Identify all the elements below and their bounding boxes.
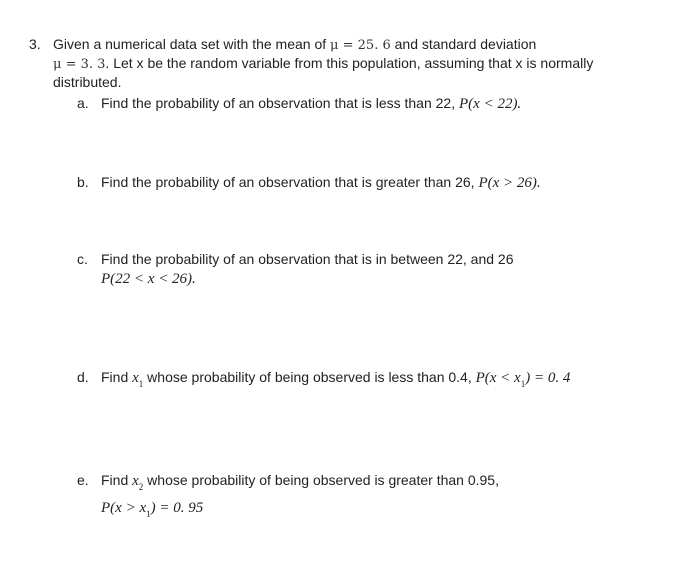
- part-a-marker: a.: [77, 95, 89, 111]
- part-formula: ) = 0. 4: [525, 370, 571, 386]
- part-text: Find the probability of an observation that is less than 22,: [101, 95, 459, 111]
- part-d: [101, 368, 570, 393]
- subscript: 2: [138, 482, 144, 492]
- part-c-marker: c.: [77, 251, 88, 267]
- part-formula: P(x > 26).: [478, 175, 541, 191]
- variable: x: [132, 473, 139, 489]
- part-c-formula: P(22 < x < 26).: [101, 271, 196, 287]
- sd-formula: μ = 3. 3: [53, 57, 106, 72]
- part-formula: P(x < x: [475, 370, 521, 386]
- variable: x: [132, 370, 139, 386]
- intro-text: Given a numerical data set with the mean of: [53, 36, 331, 52]
- question-intro-line-3: distributed.: [53, 74, 122, 90]
- intro-text: and standard deviation: [390, 36, 537, 52]
- subscript: 1: [520, 379, 526, 389]
- part-formula: ) = 0. 95: [150, 500, 204, 516]
- intro-text: . Let x be the random variable from this population, assuming that x is normally: [105, 55, 594, 71]
- part-a: [101, 94, 521, 113]
- part-e: [101, 471, 499, 496]
- subscript: 1: [138, 379, 144, 389]
- part-b-marker: b.: [77, 174, 89, 190]
- mean-formula: μ = 25. 6: [330, 38, 391, 53]
- part-c-text: Find the probability of an observation that is in between 22, and 26: [101, 251, 514, 267]
- part-e-formula: [101, 498, 203, 523]
- part-b: [101, 173, 541, 192]
- part-formula: P(x > x: [101, 500, 147, 516]
- part-text: whose probability of being observed is greater than 0.95,: [143, 472, 499, 488]
- part-text: Find: [101, 472, 133, 488]
- part-text: whose probability of being observed is less than 0.4,: [143, 369, 476, 385]
- part-text: Find the probability of an observation that is greater than 26,: [101, 174, 479, 190]
- part-d-marker: d.: [77, 369, 89, 385]
- question-number: 3.: [29, 36, 41, 52]
- subscript: 1: [146, 509, 151, 519]
- part-e-marker: e.: [77, 472, 89, 488]
- question-intro-line-1: [53, 35, 536, 55]
- part-text: Find: [101, 369, 133, 385]
- part-formula: P(x < 22).: [459, 96, 522, 112]
- question-intro-line-2: [53, 54, 593, 74]
